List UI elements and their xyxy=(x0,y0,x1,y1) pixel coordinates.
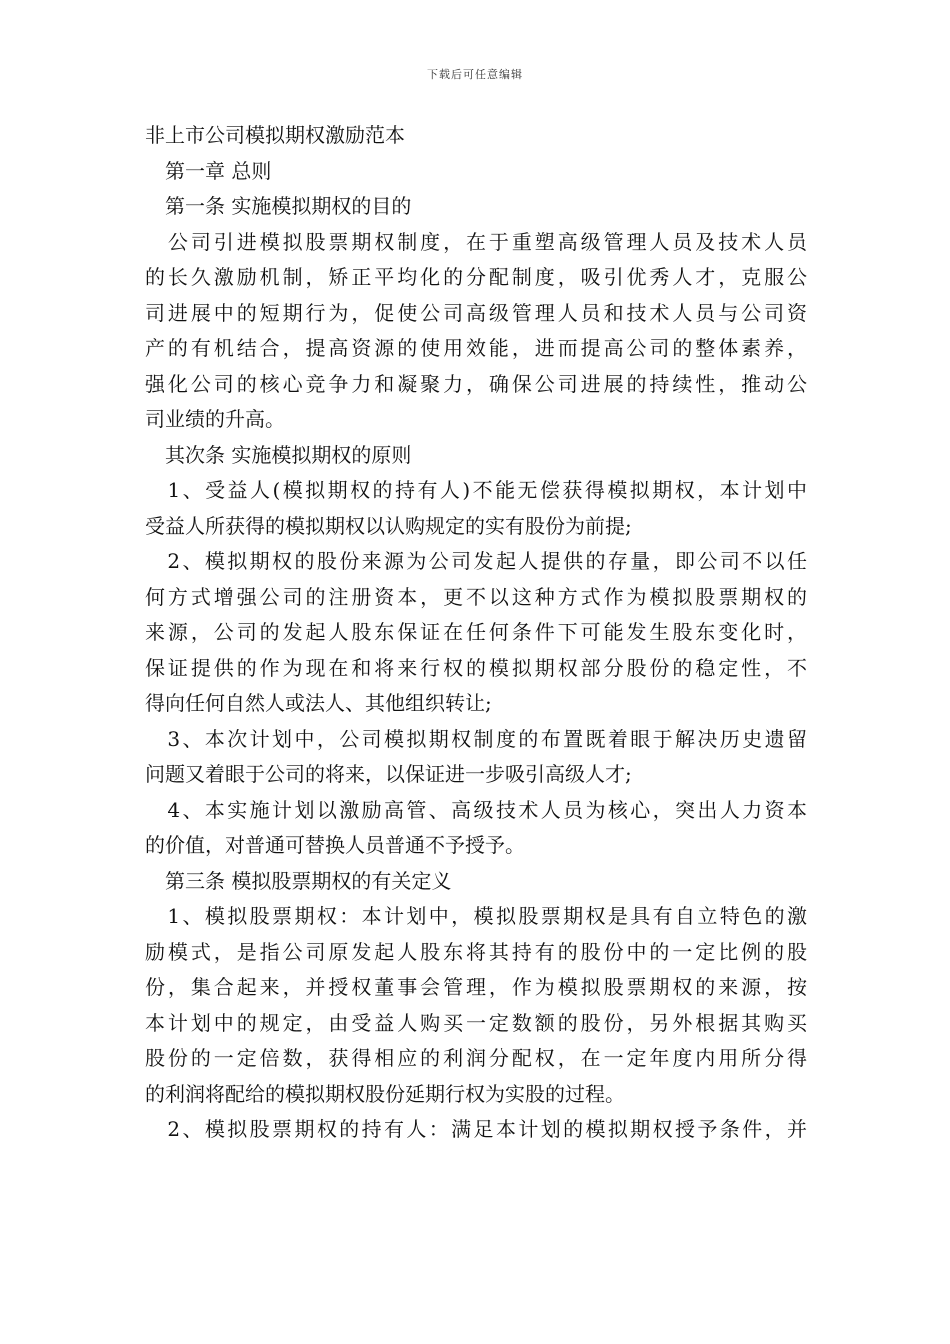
text-line: 第一章 总则 xyxy=(145,158,272,183)
text-line: 2、模拟股票期权的持有人：满足本计划的模拟期权授予条件，并 xyxy=(145,1117,807,1141)
document-title: 非上市公司模拟期权激励范本 xyxy=(145,123,405,147)
text-line: 问题又着眼于公司的将来，以保证进一步吸引高级人才; xyxy=(145,762,632,786)
text-line: 强化公司的核心竞争力和凝聚力，确保公司进展的持续性，推动公 xyxy=(145,371,807,396)
text-line: 份，集合起来，并授权董事会管理，作为模拟股票期权的来源，按 xyxy=(145,975,807,999)
text-line: 第三条 模拟股票期权的有关定义 xyxy=(145,868,452,893)
text-line: 得向任何自然人或法人、其他组织转让; xyxy=(145,691,492,715)
header-note: 下载后可任意编辑 xyxy=(427,68,523,81)
text-line: 的利润将配给的模拟期权股份延期行权为实股的过程。 xyxy=(145,1081,625,1106)
text-line: 4、本实施计划以激励高管、高级技术人员为核心，突出人力资本 xyxy=(145,797,807,822)
text-line: 本计划中的规定，由受益人购买一定数额的股份，另外根据其购买 xyxy=(145,1010,807,1035)
text-line: 产的有机结合，提高资源的使用效能，进而提高公司的整体素养， xyxy=(145,336,807,360)
text-line: 受益人所获得的模拟期权以认购规定的实有股份为前提; xyxy=(145,513,632,538)
text-line: 来源，公司的发起人股东保证在任何条件下可能发生股东变化时， xyxy=(145,620,807,644)
text-line: 2、模拟期权的股份来源为公司发起人提供的存量，即公司不以任 xyxy=(145,549,807,573)
text-line: 的价值，对普通可替换人员普通不予授予。 xyxy=(145,833,525,857)
text-line: 1、受益人(模拟期权的持有人)不能无偿获得模拟期权，本计划中 xyxy=(145,478,807,502)
text-line: 司进展中的短期行为，促使公司高级管理人员和技术人员与公司资 xyxy=(145,300,807,325)
text-line: 公司引进模拟股票期权制度，在于重塑高级管理人员及技术人员 xyxy=(145,229,807,254)
text-line: 其次条 实施模拟期权的原则 xyxy=(145,442,412,467)
text-line: 保证提供的作为现在和将来行权的模拟期权部分股份的稳定性，不 xyxy=(145,655,807,680)
text-line: 何方式增强公司的注册资本，更不以这种方式作为模拟股票期权的 xyxy=(145,584,807,609)
text-line: 3、本次计划中，公司模拟期权制度的布置既着眼于解决历史遗留 xyxy=(145,726,807,751)
text-line: 励模式，是指公司原发起人股东将其持有的股份中的一定比例的股 xyxy=(145,939,807,964)
text-line: 股份的一定倍数，获得相应的利润分配权，在一定年度内用所分得 xyxy=(145,1046,807,1070)
text-line: 的长久激励机制，矫正平均化的分配制度，吸引优秀人才，克服公 xyxy=(145,265,807,289)
text-line: 1、模拟股票期权：本计划中，模拟股票期权是具有自立特色的激 xyxy=(145,904,807,928)
document-body xyxy=(145,118,807,1148)
text-line: 司业绩的升高。 xyxy=(145,407,285,431)
text-line: 第一条 实施模拟期权的目的 xyxy=(145,194,412,218)
